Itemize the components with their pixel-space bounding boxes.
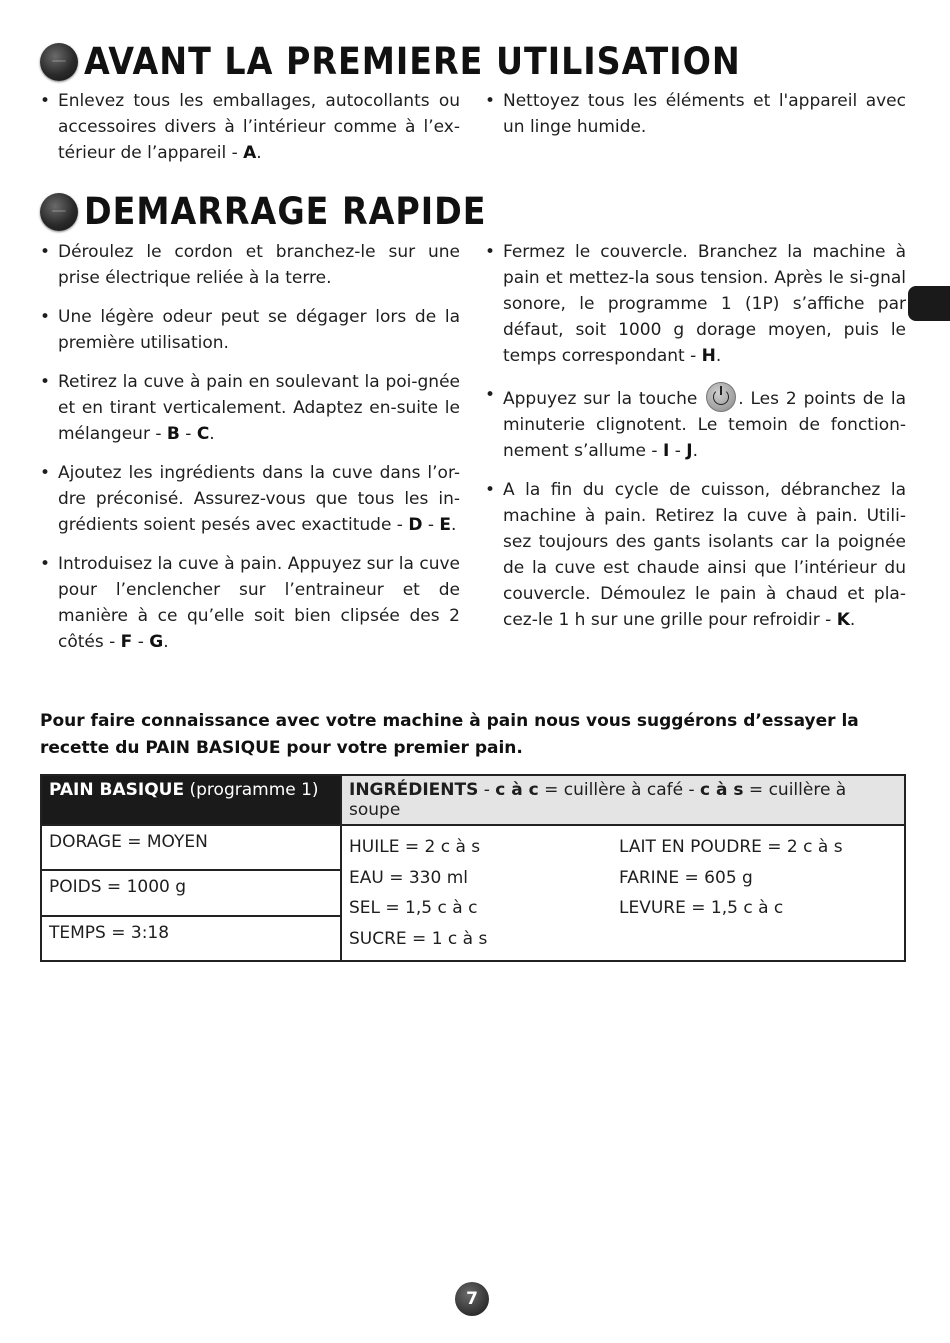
ingredient-item: FARINE = 605 g	[619, 867, 753, 888]
section1-right-column	[485, 88, 906, 153]
ingredient-item: SUCRE = 1 c à s	[349, 928, 488, 949]
list-item: • Ajoutez les ingrédients dans la cuve dans l’or-dre préconisé. Assurez-vous que tous les in-grédients soient pesés avec exactitude - D - E.	[40, 460, 460, 538]
ingredient-item: LEVURE = 1,5 c à c	[619, 898, 784, 918]
list-item: • A la fin du cycle de cuisson, débranchez la machine à pain. Retirez la cuve à pain. Utili-sez toujours des gants isolants car la poignée de la cuve est chaude ainsi que l’intérieur du couvercle. Démoulez le pain à chaud et pla-cez-le 1 h sur une grille pour refroidir - K.	[485, 477, 906, 633]
section-heading-demarrage	[40, 190, 487, 233]
list-item: • Enlevez tous les emballages, autocollants ou accessoires divers à l’intérieur comme à l’ex-térieur de l’appareil - A.	[40, 88, 460, 166]
power-button-icon	[706, 382, 736, 412]
list-item: • Déroulez le cordon et branchez-le sur une prise électrique reliée à la terre.	[40, 239, 460, 291]
recipe-header-cell: PAIN BASIQUE (programme 1)	[41, 775, 341, 825]
ingredients-header-cell: INGRÉDIENTS - c à c = cuillère à café - c à s = cuillère à soupe	[341, 775, 905, 825]
list-item: • Nettoyez tous les éléments et l'appareil avec un linge humide.	[485, 88, 906, 140]
setting-dorage: DORAGE = MOYEN	[41, 825, 341, 870]
section2-left-column	[40, 239, 460, 668]
section-heading-avant	[40, 40, 741, 83]
ingredient-item: SEL = 1,5 c à c	[349, 898, 478, 918]
list-item: • Une légère odeur peut se dégager lors de la première utilisation.	[40, 304, 460, 356]
ingredient-item: EAU = 330 ml	[349, 867, 468, 888]
section-title: DEMARRAGE RAPIDE	[84, 190, 487, 233]
ingredients-cell	[341, 825, 905, 961]
page-number: 7	[455, 1282, 489, 1316]
setting-poids: POIDS = 1000 g	[41, 870, 341, 915]
list-item: • Appuyez sur la touche . Les 2 points de la minuterie clignotent. Le temoin de fonction-nement s’allume - I - J.	[485, 382, 906, 464]
recipe-intro: Pour faire connaissance avec votre machine à pain nous vous suggérons d’essayer la recette du PAIN BASIQUE pour votre premier pain.	[40, 711, 859, 758]
list-item: • Fermez le couvercle. Branchez la machine à pain et mettez-la sous tension. Après le si-gnal sonore, le programme 1 (1P) s’affiche par défaut, soit 1000 g dorage moyen, puis le temps correspondant - H.	[485, 239, 906, 369]
list-item: • Introduisez la cuve à pain. Appuyez sur la cuve pour l’enclencher sur l’entraineur et de manière à ce qu’elle soit bien clipsée des 2 côtés - F - G.	[40, 551, 460, 655]
bullet-disc-icon	[40, 193, 78, 231]
ingredient-item: HUILE = 2 c à s	[349, 837, 481, 857]
setting-temps: TEMPS = 3:18	[41, 916, 341, 961]
section-title: AVANT LA PREMIERE UTILISATION	[84, 40, 741, 83]
ingredient-item: LAIT EN POUDRE = 2 c à s	[619, 837, 843, 857]
list-item: • Retirez la cuve à pain en soulevant la poi-gnée et en tirant verticalement. Adaptez en-suite le mélangeur - B - C.	[40, 369, 460, 447]
bullet-disc-icon	[40, 43, 78, 81]
recipe-table	[40, 774, 906, 962]
chapter-tab-marker	[908, 286, 950, 321]
section2-right-column	[485, 239, 906, 646]
section1-left-column	[40, 88, 460, 179]
